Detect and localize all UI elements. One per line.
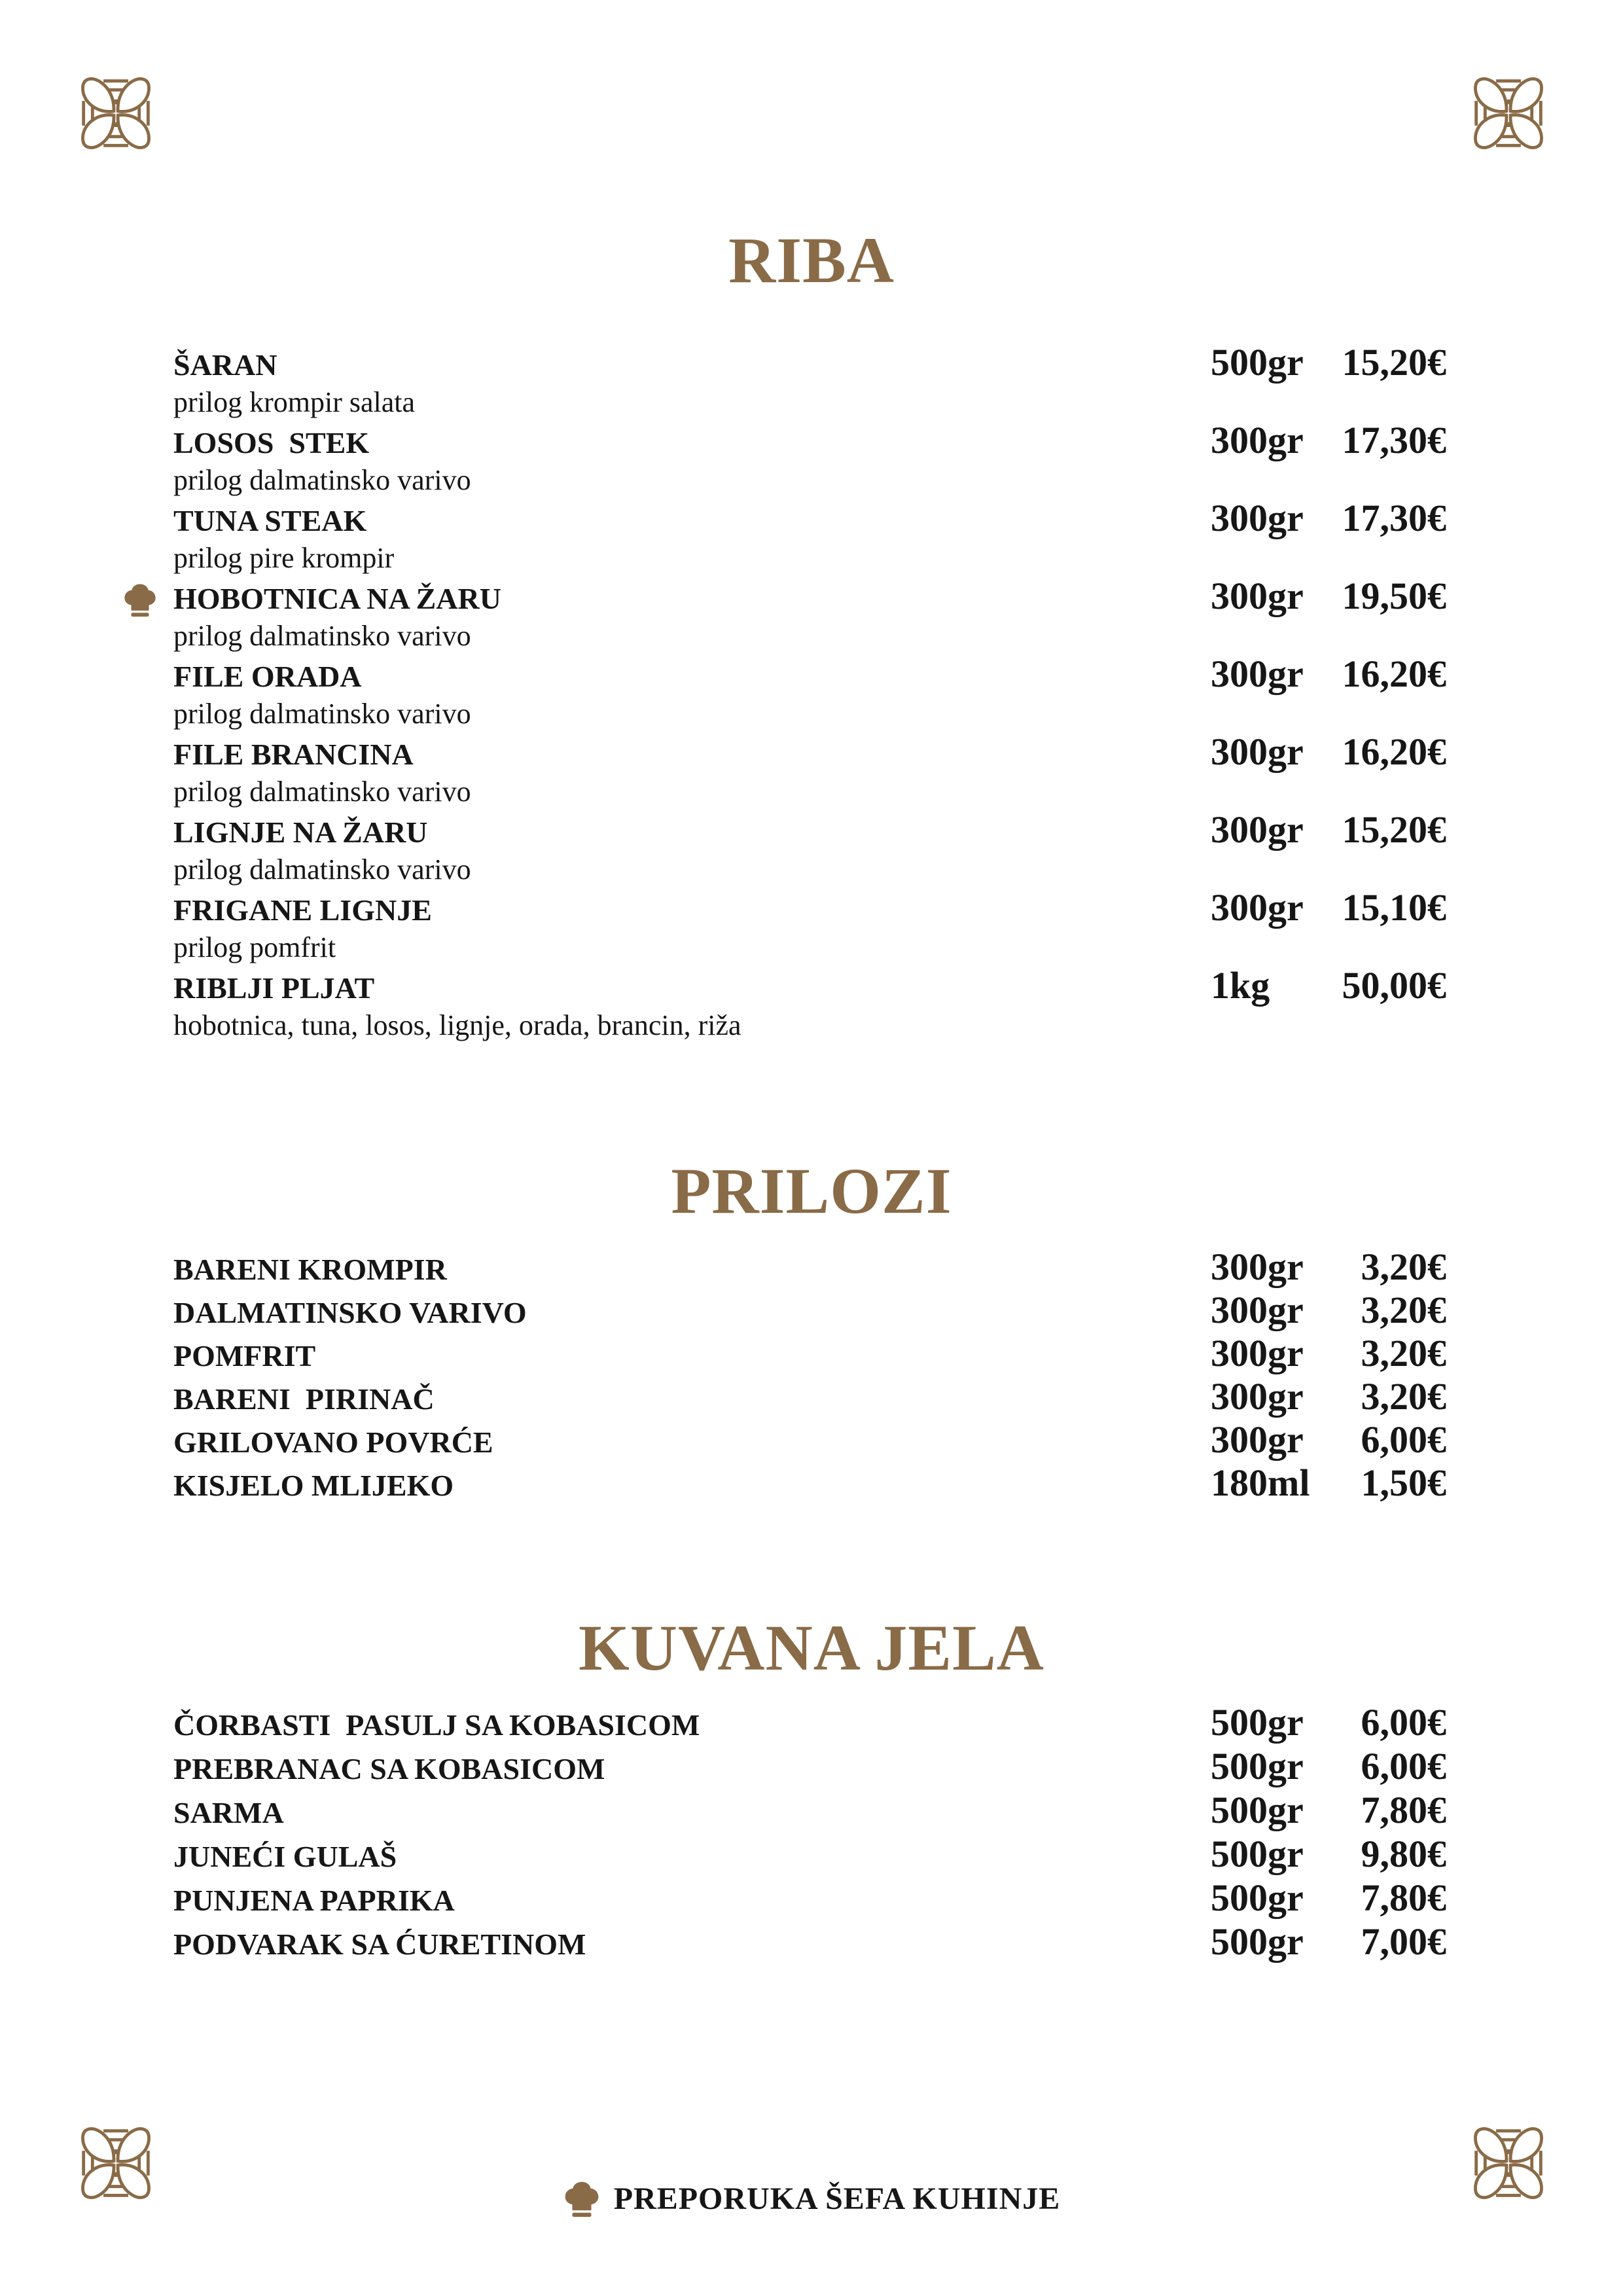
- item-name: BARENI KROMPIR: [173, 1253, 447, 1286]
- item-description: prilog pomfrit: [173, 931, 336, 963]
- menu-item: [173, 1877, 1446, 1921]
- item-weight: 300gr: [1211, 1246, 1304, 1288]
- item-weight: 300gr: [1211, 419, 1304, 461]
- menu-item: [173, 341, 1446, 422]
- chef-recommendation-label: PREPORUKA ŠEFA KUHINJE: [613, 2181, 1061, 2216]
- item-price: 7,80€: [1361, 1876, 1446, 1919]
- item-name: ČORBASTI PASULJ SA KOBASICOM: [173, 1708, 700, 1742]
- menu-item: [173, 1420, 1446, 1463]
- chef-recommendation-legend: [0, 2178, 1623, 2219]
- item-price: 6,00€: [1361, 1418, 1446, 1461]
- item-description: prilog dalmatinsko varivo: [173, 853, 471, 886]
- menu-item: [173, 1333, 1446, 1376]
- section-prilozi: [0, 1247, 1623, 1506]
- item-price: 6,00€: [1361, 1701, 1446, 1744]
- item-weight: 500gr: [1211, 1920, 1304, 1963]
- item-price: 7,80€: [1361, 1789, 1446, 1831]
- item-weight: 500gr: [1211, 1833, 1304, 1875]
- section-title-kuvana-jela: KUVANA JELA: [578, 1611, 1045, 1684]
- item-weight: 500gr: [1211, 341, 1304, 384]
- item-price: 16,20€: [1342, 730, 1446, 773]
- item-weight: 500gr: [1211, 1745, 1304, 1787]
- item-price: 17,30€: [1342, 497, 1446, 539]
- corner-ornament-icon: [75, 72, 157, 154]
- section-title-prilozi: PRILOZI: [671, 1155, 952, 1227]
- item-name: PODVARAK SA ĆURETINOM: [173, 1928, 586, 1961]
- item-price: 15,20€: [1342, 341, 1446, 384]
- menu-item: [173, 808, 1446, 889]
- item-name: FILE ORADA: [173, 660, 362, 693]
- item-name: ŠARAN: [173, 348, 277, 382]
- menu-item: [173, 1376, 1446, 1420]
- chef-hat-icon: [563, 2178, 601, 2219]
- menu-item: [173, 964, 1446, 1045]
- section-riba: [0, 341, 1623, 1045]
- item-name: TUNA STEAK: [173, 504, 367, 537]
- section-kuvana-jela: [0, 1702, 1623, 1965]
- item-name: POMFRIT: [173, 1339, 316, 1372]
- chef-hat-icon: [122, 581, 158, 618]
- menu-item: [173, 1833, 1446, 1877]
- item-name: RIBLJI PLJAT: [173, 971, 375, 1005]
- item-price: 1,50€: [1361, 1462, 1446, 1504]
- item-price: 15,10€: [1342, 886, 1446, 929]
- item-description: hobotnica, tuna, losos, lignje, orada, brancin, riža: [173, 1009, 741, 1041]
- menu-item: [173, 1247, 1446, 1290]
- item-price: 50,00€: [1342, 964, 1446, 1007]
- item-name: KISJELO MLIJEKO: [173, 1469, 454, 1502]
- item-weight: 500gr: [1211, 1701, 1304, 1744]
- menu-item: [173, 499, 1446, 577]
- item-weight: 300gr: [1211, 886, 1304, 929]
- item-description: prilog krompir salata: [173, 386, 416, 418]
- item-weight: 300gr: [1211, 575, 1304, 617]
- item-description: prilog dalmatinsko varivo: [173, 620, 471, 652]
- item-price: 7,00€: [1361, 1920, 1446, 1963]
- menu-item: [173, 1789, 1446, 1833]
- item-name: HOBOTNICA NA ŽARU: [173, 582, 501, 615]
- item-price: 15,20€: [1342, 808, 1446, 851]
- menu-item: [173, 1290, 1446, 1333]
- item-price: 3,20€: [1361, 1289, 1446, 1331]
- item-price: 6,00€: [1361, 1745, 1446, 1787]
- item-name: GRILOVANO POVRĆE: [173, 1426, 493, 1459]
- menu-item: [173, 1463, 1446, 1506]
- item-name: DALMATINSKO VARIVO: [173, 1296, 527, 1329]
- item-price: 3,20€: [1361, 1332, 1446, 1374]
- item-price: 19,50€: [1342, 575, 1446, 617]
- item-name: BARENI PIRINAČ: [173, 1382, 435, 1416]
- item-price: 3,20€: [1361, 1375, 1446, 1418]
- item-weight: 300gr: [1211, 730, 1304, 773]
- item-weight: 300gr: [1211, 808, 1304, 851]
- item-price: 3,20€: [1361, 1246, 1446, 1288]
- item-weight: 500gr: [1211, 1789, 1304, 1831]
- item-price: 9,80€: [1361, 1833, 1446, 1875]
- menu-item: [173, 886, 1446, 967]
- item-weight: 300gr: [1211, 1332, 1304, 1374]
- item-description: prilog dalmatinsko varivo: [173, 464, 471, 496]
- item-name: SARMA: [173, 1796, 284, 1829]
- item-weight: 300gr: [1211, 1418, 1304, 1461]
- item-name: PUNJENA PAPRIKA: [173, 1884, 455, 1917]
- item-weight: 300gr: [1211, 653, 1304, 695]
- menu-item: [173, 655, 1446, 733]
- item-weight: 1kg: [1211, 964, 1270, 1007]
- item-price: 16,20€: [1342, 653, 1446, 695]
- item-weight: 500gr: [1211, 1876, 1304, 1919]
- item-name: FILE BRANCINA: [173, 738, 414, 771]
- item-description: prilog dalmatinsko varivo: [173, 698, 471, 730]
- item-weight: 180ml: [1211, 1462, 1310, 1504]
- menu-item: [173, 419, 1446, 499]
- menu-item-chef-recommended: [173, 577, 1446, 655]
- item-name: PREBRANAC SA KOBASICOM: [173, 1752, 605, 1785]
- item-name: LOSOS STEK: [173, 426, 370, 459]
- menu-item: [173, 730, 1446, 811]
- section-title-riba: RIBA: [728, 224, 895, 296]
- item-weight: 300gr: [1211, 497, 1304, 539]
- item-description: prilog dalmatinsko varivo: [173, 776, 471, 808]
- item-name: LIGNJE NA ŽARU: [173, 816, 428, 849]
- item-description: prilog pire krompir: [173, 542, 395, 574]
- menu-item: [173, 1746, 1446, 1789]
- item-weight: 300gr: [1211, 1375, 1304, 1418]
- corner-ornament-icon: [1467, 72, 1550, 154]
- menu-item: [173, 1921, 1446, 1965]
- item-weight: 300gr: [1211, 1289, 1304, 1331]
- item-name: JUNEĆI GULAŠ: [173, 1840, 397, 1873]
- item-price: 17,30€: [1342, 419, 1446, 461]
- item-name: FRIGANE LIGNJE: [173, 893, 432, 927]
- menu-item: [173, 1702, 1446, 1746]
